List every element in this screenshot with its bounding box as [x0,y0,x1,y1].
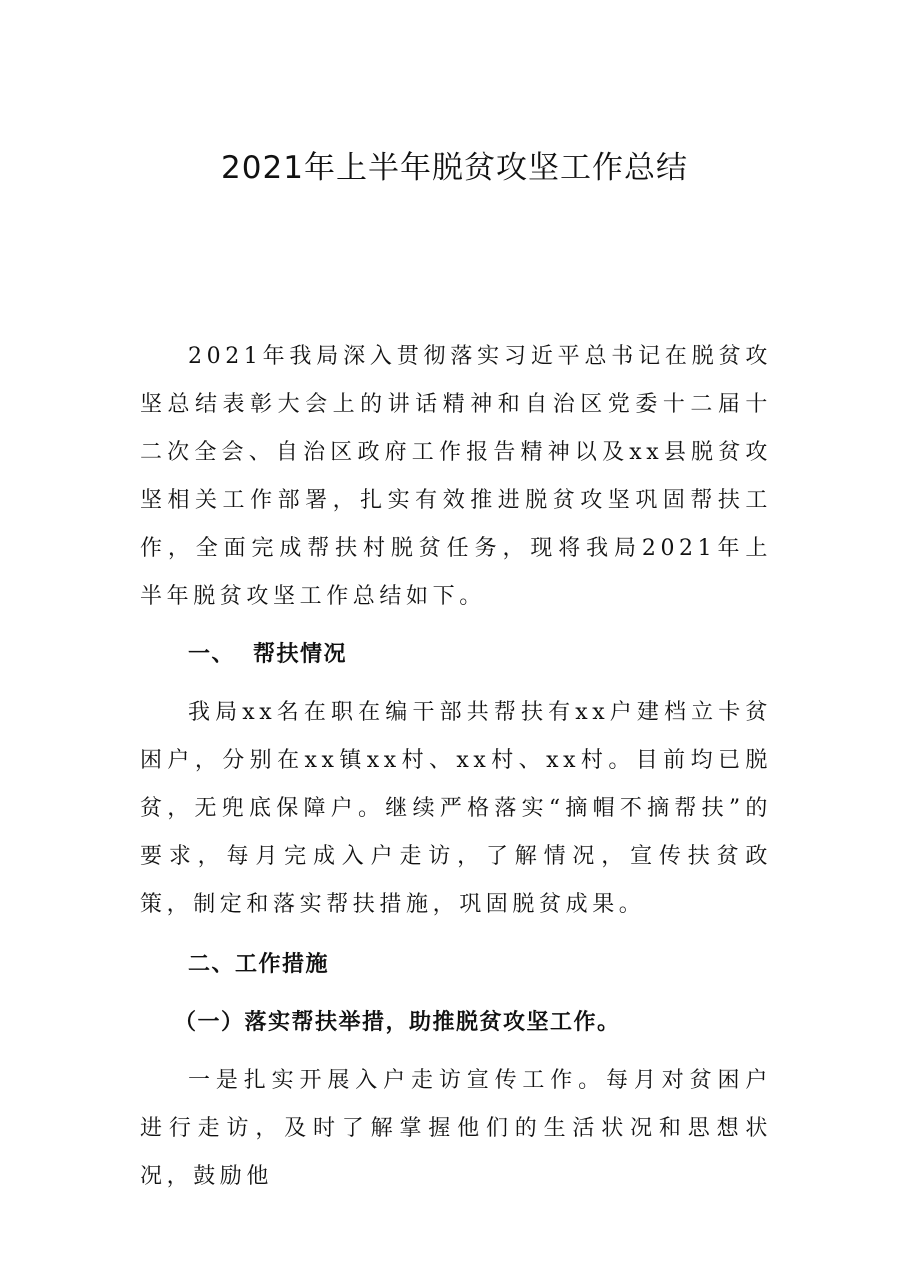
subsection-1-paragraph: 一是扎实开展入户走访宣传工作。每月对贫困户进行走访，及时了解掌握他们的生活状况和思想状况，鼓励他 [140,1068,772,1189]
section-1-paragraph: 我局xx名在职在编干部共帮扶有xx户建档立卡贫困户，分别在xx镇xx村、xx村、xx村。目前均已脱贫，无兜底保障户。继续严格落实“摘帽不摘帮扶”的要求，每月完成入户走访，了解情况，宣传扶贫政策，制定和落实帮扶措施，巩固脱贫成果。 [140,700,772,917]
section-1-title: 帮扶情况 [253,642,348,667]
section-1-heading [140,631,772,679]
section-1-number: 一、 [188,642,236,667]
section-2-heading: 二、工作措施 [188,952,330,977]
document-body [140,333,772,1201]
intro-paragraph: 2021年我局深入贯彻落实习近平总书记在脱贫攻坚总结表彰大会上的讲话精神和自治区党委十二届十二次全会、自治区政府工作报告精神以及xx县脱贫攻坚相关工作部署，扎实有效推进脱贫攻坚巩固帮扶工作，全面完成帮扶村脱贫任务，现将我局2021年上半年脱贫攻坚工作总结如下。 [140,344,772,609]
document-title: 2021年上半年脱贫攻坚工作总结 [221,150,688,186]
subsection-1-heading: （一）落实帮扶举措，助推脱贫攻坚工作。 [174,1010,621,1035]
